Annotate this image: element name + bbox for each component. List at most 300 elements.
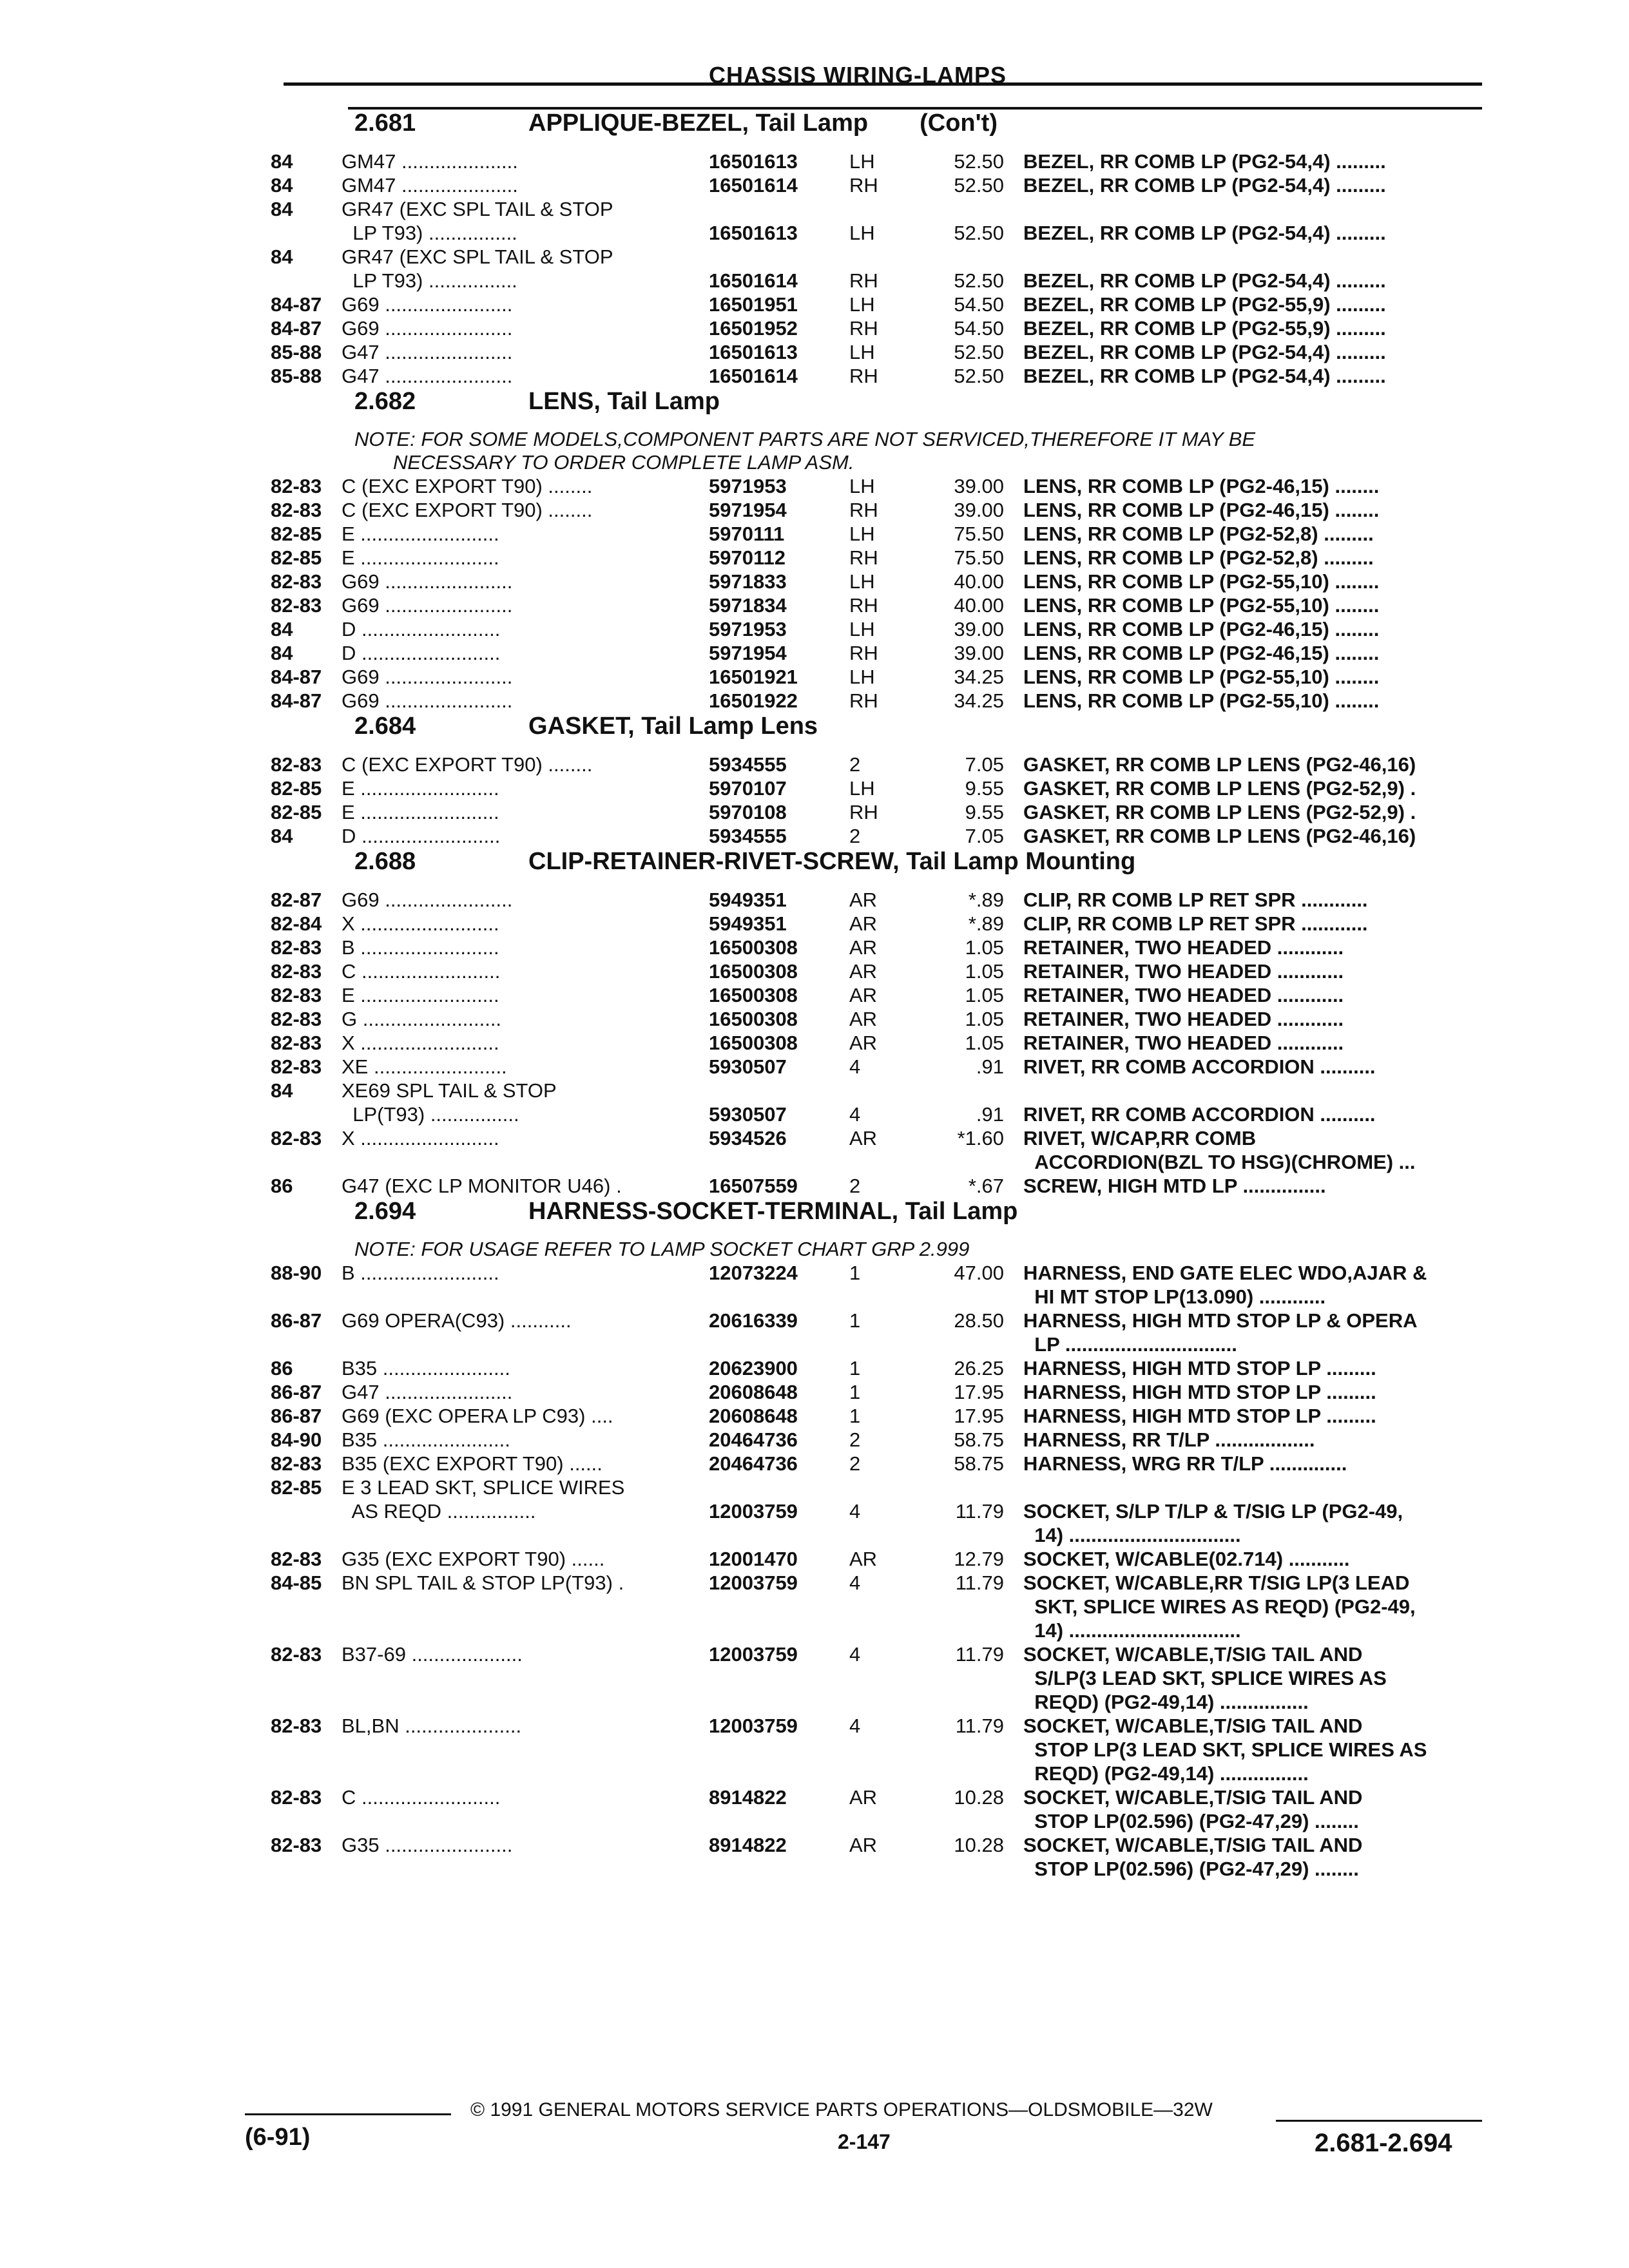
part-row xyxy=(271,1309,1495,1356)
model-application xyxy=(342,1380,709,1404)
part-row xyxy=(271,593,1495,617)
model-application xyxy=(342,959,709,983)
quantity: RH xyxy=(849,365,878,387)
section-number: 2.684 xyxy=(354,713,416,740)
section-title: GASKET, Tail Lamp Lens xyxy=(528,713,818,740)
model-application xyxy=(342,888,709,912)
model-years: 84-85 xyxy=(271,1571,322,1594)
part-description: RETAINER, TWO HEADED ............ xyxy=(1023,1032,1344,1054)
model-years: 82-83 xyxy=(271,594,322,617)
quantity: LH xyxy=(849,150,875,173)
model-line: GR47 (EXC SPL TAIL & STOP xyxy=(342,245,613,268)
quantity: LH xyxy=(849,666,875,688)
list-price: 1.05 xyxy=(965,984,1004,1006)
list-price: .91 xyxy=(976,1103,1004,1126)
part-number: 12003759 xyxy=(709,1643,798,1666)
part-row xyxy=(271,617,1495,641)
model-line: B ......................... xyxy=(342,936,499,959)
model-years: 82-83 xyxy=(271,936,322,959)
model-application xyxy=(342,776,709,800)
model-years: 82-83 xyxy=(271,984,322,1006)
part-number: 5971833 xyxy=(709,570,787,593)
quantity: AR xyxy=(849,889,878,911)
part-row xyxy=(271,936,1495,959)
part-description: BEZEL, RR COMB LP (PG2-54,4) ......... xyxy=(1023,150,1386,173)
model-line: G69 ....................... xyxy=(342,666,513,688)
model-years: 82-83 xyxy=(271,1032,322,1054)
model-application xyxy=(342,912,709,936)
part-number: 20623900 xyxy=(709,1357,798,1379)
list-price: 40.00 xyxy=(954,594,1004,617)
section-heading xyxy=(271,110,1495,149)
list-price: 9.55 xyxy=(965,801,1004,823)
part-number: 20464736 xyxy=(709,1428,798,1451)
model-line: E ......................... xyxy=(342,523,499,545)
part-row xyxy=(271,1007,1495,1031)
list-price: 28.50 xyxy=(954,1309,1004,1332)
model-line: C ......................... xyxy=(342,1786,501,1809)
model-application xyxy=(342,1079,709,1126)
part-number: 16507559 xyxy=(709,1175,798,1197)
part-number: 16500308 xyxy=(709,960,798,983)
list-price: 52.50 xyxy=(954,269,1004,292)
part-description: RETAINER, TWO HEADED ............ xyxy=(1023,936,1344,959)
part-number: 5934555 xyxy=(709,753,787,776)
part-row xyxy=(271,1547,1495,1571)
list-price: 26.25 xyxy=(954,1357,1004,1379)
part-number: 16501613 xyxy=(709,222,798,244)
model-application xyxy=(342,149,709,173)
part-row xyxy=(271,197,1495,245)
note-line: NOTE: FOR SOME MODELS,COMPONENT PARTS ARE NOT SERVICED,THEREFORE IT MAY BE xyxy=(354,428,1256,450)
model-application xyxy=(342,340,709,364)
model-application xyxy=(342,498,709,522)
section-note xyxy=(271,428,1495,474)
model-years: 86-87 xyxy=(271,1309,322,1332)
model-application xyxy=(342,1452,709,1475)
model-line: E ......................... xyxy=(342,777,499,800)
part-number: 16500308 xyxy=(709,984,798,1006)
model-line: E ......................... xyxy=(342,546,499,569)
model-years: 84-87 xyxy=(271,293,322,316)
list-price: 40.00 xyxy=(954,570,1004,593)
part-number: 5971834 xyxy=(709,594,787,617)
part-description: CLIP, RR COMB LP RET SPR ............ xyxy=(1023,912,1368,935)
part-row xyxy=(271,800,1495,824)
quantity: LH xyxy=(849,341,875,363)
quantity: AR xyxy=(849,912,878,935)
model-years: 82-83 xyxy=(271,1786,322,1809)
part-row xyxy=(271,498,1495,522)
quantity: 4 xyxy=(849,1643,861,1666)
part-description: GASKET, RR COMB LP LENS (PG2-46,16) xyxy=(1023,825,1416,847)
model-line: E ......................... xyxy=(342,984,499,1006)
part-row xyxy=(271,1404,1495,1428)
part-row xyxy=(271,776,1495,800)
part-description: RETAINER, TWO HEADED ............ xyxy=(1023,1008,1344,1030)
list-price: 11.79 xyxy=(955,1715,1004,1737)
footer-rule-left xyxy=(245,2113,451,2115)
model-years: 82-83 xyxy=(271,570,322,593)
model-line: BN SPL TAIL & STOP LP(T93) . xyxy=(342,1571,624,1594)
model-application xyxy=(342,1571,709,1642)
part-description: SCREW, HIGH MTD LP ............... xyxy=(1023,1175,1326,1197)
note-line: NECESSARY TO ORDER COMPLETE LAMP ASM. xyxy=(393,451,854,474)
part-description: HARNESS, HIGH MTD STOP LP & OPERA LP ............................... xyxy=(1023,1309,1418,1356)
footer-page-number: 2-147 xyxy=(838,2130,891,2153)
section-title: CLIP-RETAINER-RIVET-SCREW, Tail Lamp Mounting xyxy=(528,848,1136,875)
quantity: RH xyxy=(849,499,878,521)
part-row xyxy=(271,888,1495,912)
part-number: 5970107 xyxy=(709,777,787,800)
model-line: B35 ....................... xyxy=(342,1428,510,1451)
model-line: G ......................... xyxy=(342,1008,502,1030)
parts-listing xyxy=(271,110,1495,1881)
part-description: HARNESS, RR T/LP .................. xyxy=(1023,1428,1315,1451)
model-years: 82-85 xyxy=(271,1476,322,1499)
part-row xyxy=(271,1475,1495,1547)
quantity: 4 xyxy=(849,1500,861,1523)
part-description: LENS, RR COMB LP (PG2-52,8) ......... xyxy=(1023,523,1374,545)
section-note xyxy=(271,1238,1495,1261)
part-row xyxy=(271,316,1495,340)
model-line: LP T93) ................ xyxy=(342,222,517,244)
quantity: LH xyxy=(849,777,875,800)
quantity: LH xyxy=(849,570,875,593)
quantity: AR xyxy=(849,1548,878,1570)
part-row xyxy=(271,1174,1495,1198)
part-description: LENS, RR COMB LP (PG2-55,10) ........ xyxy=(1023,666,1380,688)
list-price: 52.50 xyxy=(954,174,1004,197)
part-description: GASKET, RR COMB LP LENS (PG2-52,9) . xyxy=(1023,801,1416,823)
model-line: XE69 SPL TAIL & STOP xyxy=(342,1079,557,1102)
model-application xyxy=(342,1714,709,1785)
model-years: 84 xyxy=(271,642,293,664)
quantity: AR xyxy=(849,1032,878,1054)
list-price: .91 xyxy=(976,1055,1004,1078)
model-years: 82-83 xyxy=(271,1834,322,1856)
model-line: C (EXC EXPORT T90) ........ xyxy=(342,475,593,497)
model-line: G69 ....................... xyxy=(342,889,513,911)
part-row xyxy=(271,1642,1495,1714)
model-line: B37-69 .................... xyxy=(342,1643,523,1666)
model-application xyxy=(342,197,709,245)
list-price: 1.05 xyxy=(965,936,1004,959)
part-number: 20608648 xyxy=(709,1381,798,1403)
part-number: 5930507 xyxy=(709,1103,787,1126)
model-application xyxy=(342,1007,709,1031)
model-application xyxy=(342,1055,709,1079)
part-number: 8914822 xyxy=(709,1786,787,1809)
part-number: 5971954 xyxy=(709,499,787,521)
list-price: 39.00 xyxy=(954,475,1004,497)
part-row xyxy=(271,1571,1495,1642)
part-number: 12001470 xyxy=(709,1548,798,1570)
model-line: G69 ....................... xyxy=(342,689,513,712)
part-description: BEZEL, RR COMB LP (PG2-54,4) ......... xyxy=(1023,341,1386,363)
model-line: XE ........................ xyxy=(342,1055,507,1078)
part-row xyxy=(271,959,1495,983)
list-price: 11.79 xyxy=(955,1500,1004,1523)
model-line: LP T93) ................ xyxy=(342,269,517,292)
section-heading xyxy=(271,713,1495,753)
part-row xyxy=(271,293,1495,316)
part-number: 16501614 xyxy=(709,174,798,197)
model-years: 84-87 xyxy=(271,689,322,712)
quantity: AR xyxy=(849,1008,878,1030)
list-price: 58.75 xyxy=(954,1428,1004,1451)
part-number: 5970108 xyxy=(709,801,787,823)
quantity: 2 xyxy=(849,1452,861,1475)
list-price: 11.79 xyxy=(955,1643,1004,1666)
part-number: 5970112 xyxy=(709,546,786,569)
list-price: 52.50 xyxy=(954,150,1004,173)
part-row xyxy=(271,245,1495,293)
model-application xyxy=(342,800,709,824)
quantity: AR xyxy=(849,984,878,1006)
part-description: SOCKET, W/CABLE,T/SIG TAIL AND STOP LP(02.596) (PG2-47,29) ........ xyxy=(1023,1834,1363,1880)
model-years: 84-87 xyxy=(271,317,322,340)
quantity: 2 xyxy=(849,753,861,776)
model-application xyxy=(342,293,709,316)
quantity: RH xyxy=(849,594,878,617)
model-years: 86 xyxy=(271,1357,293,1379)
model-years: 88-90 xyxy=(271,1262,322,1284)
model-line: C (EXC EXPORT T90) ........ xyxy=(342,753,593,776)
model-line: G69 (EXC OPERA LP C93) .... xyxy=(342,1405,613,1427)
list-price: *.89 xyxy=(968,912,1004,935)
list-price: 58.75 xyxy=(954,1452,1004,1475)
part-description: RIVET, RR COMB ACCORDION .......... xyxy=(1023,1103,1376,1126)
list-price: 75.50 xyxy=(954,546,1004,569)
model-line: G69 ....................... xyxy=(342,570,513,593)
model-years: 82-83 xyxy=(271,499,322,521)
part-number: 5971953 xyxy=(709,475,787,497)
model-years: 84 xyxy=(271,825,293,847)
model-application xyxy=(342,1174,709,1198)
quantity: 1 xyxy=(849,1381,861,1403)
section-continued: (Con't) xyxy=(920,110,998,137)
part-description: RETAINER, TWO HEADED ............ xyxy=(1023,984,1344,1006)
model-years: 84 xyxy=(271,150,293,173)
model-application xyxy=(342,546,709,570)
quantity: RH xyxy=(849,689,878,712)
model-years: 82-84 xyxy=(271,912,322,935)
section-heading xyxy=(271,848,1495,888)
list-price: 54.50 xyxy=(954,317,1004,340)
quantity: 4 xyxy=(849,1103,861,1126)
part-description: BEZEL, RR COMB LP (PG2-55,9) ......... xyxy=(1023,317,1386,340)
part-description: HARNESS, WRG RR T/LP .............. xyxy=(1023,1452,1347,1475)
list-price: 75.50 xyxy=(954,523,1004,545)
part-description: HARNESS, HIGH MTD STOP LP ......... xyxy=(1023,1381,1376,1403)
quantity: RH xyxy=(849,174,878,197)
part-description: RETAINER, TWO HEADED ............ xyxy=(1023,960,1344,983)
list-price: 39.00 xyxy=(954,499,1004,521)
model-line: G35 (EXC EXPORT T90) ...... xyxy=(342,1548,605,1570)
quantity: AR xyxy=(849,1127,878,1149)
model-line: GM47 ..................... xyxy=(342,150,518,173)
quantity: 2 xyxy=(849,1428,861,1451)
model-years: 82-83 xyxy=(271,1055,322,1078)
note-line: NOTE: FOR USAGE REFER TO LAMP SOCKET CHART GRP 2.999 xyxy=(354,1238,970,1260)
model-line: G47 (EXC LP MONITOR U46) . xyxy=(342,1175,622,1197)
part-row xyxy=(271,1380,1495,1404)
model-line: G69 ....................... xyxy=(342,594,513,617)
part-row xyxy=(271,522,1495,546)
model-years: 82-85 xyxy=(271,546,322,569)
section-title: HARNESS-SOCKET-TERMINAL, Tail Lamp xyxy=(528,1198,1018,1225)
part-row xyxy=(271,1261,1495,1309)
part-row xyxy=(271,689,1495,713)
model-line: G69 OPERA(C93) ........... xyxy=(342,1309,572,1332)
quantity: LH xyxy=(849,293,875,316)
part-description: RIVET, RR COMB ACCORDION .......... xyxy=(1023,1055,1376,1078)
part-row xyxy=(271,753,1495,776)
model-years: 86-87 xyxy=(271,1381,322,1403)
model-line: G69 ....................... xyxy=(342,293,513,316)
part-number: 5930507 xyxy=(709,1055,787,1078)
model-application xyxy=(342,1404,709,1428)
quantity: 1 xyxy=(849,1405,861,1427)
part-description: CLIP, RR COMB LP RET SPR ............ xyxy=(1023,889,1368,911)
part-row xyxy=(271,1714,1495,1785)
model-application xyxy=(342,1547,709,1571)
section-title: APPLIQUE-BEZEL, Tail Lamp xyxy=(528,110,869,137)
part-row xyxy=(271,173,1495,197)
part-description: LENS, RR COMB LP (PG2-55,10) ........ xyxy=(1023,689,1380,712)
part-description: SOCKET, W/CABLE,T/SIG TAIL AND STOP LP(3 LEAD SKT, SPLICE WIRES AS REQD) (PG2-49,14) ................ xyxy=(1023,1715,1427,1785)
model-years: 82-85 xyxy=(271,801,322,823)
model-application xyxy=(342,689,709,713)
model-application xyxy=(342,1356,709,1380)
model-years: 84-90 xyxy=(271,1428,322,1451)
model-years: 82-83 xyxy=(271,1643,322,1666)
part-row xyxy=(271,340,1495,364)
model-years: 84 xyxy=(271,1079,293,1102)
part-number: 16501922 xyxy=(709,689,798,712)
page-title: CHASSIS WIRING-LAMPS xyxy=(709,62,1007,88)
quantity: 2 xyxy=(849,1175,861,1197)
model-years: 82-83 xyxy=(271,1715,322,1737)
model-line: D ......................... xyxy=(342,825,501,847)
part-row xyxy=(271,1126,1495,1174)
list-price: 39.00 xyxy=(954,618,1004,640)
part-description: LENS, RR COMB LP (PG2-46,15) ........ xyxy=(1023,618,1380,640)
quantity: LH xyxy=(849,222,875,244)
model-application xyxy=(342,245,709,293)
footer-revision-date: (6-91) xyxy=(245,2124,311,2151)
list-price: 34.25 xyxy=(954,689,1004,712)
part-number: 16501613 xyxy=(709,341,798,363)
list-price: 7.05 xyxy=(965,753,1004,776)
part-row xyxy=(271,641,1495,665)
part-row xyxy=(271,149,1495,173)
part-row xyxy=(271,1428,1495,1452)
list-price: *.89 xyxy=(968,889,1004,911)
model-application xyxy=(342,522,709,546)
part-number: 16501921 xyxy=(709,666,798,688)
part-number: 20464736 xyxy=(709,1452,798,1475)
model-application xyxy=(342,983,709,1007)
list-price: 52.50 xyxy=(954,222,1004,244)
model-application xyxy=(342,824,709,848)
list-price: 1.05 xyxy=(965,1032,1004,1054)
model-line: G47 ....................... xyxy=(342,1381,513,1403)
model-years: 82-87 xyxy=(271,889,322,911)
quantity: AR xyxy=(849,1834,878,1856)
part-row xyxy=(271,665,1495,689)
model-line: B35 ....................... xyxy=(342,1357,510,1379)
part-row xyxy=(271,1833,1495,1881)
list-price: 54.50 xyxy=(954,293,1004,316)
part-row xyxy=(271,1031,1495,1055)
part-number: 5971953 xyxy=(709,618,787,640)
model-line: G35 ....................... xyxy=(342,1834,513,1856)
model-application xyxy=(342,570,709,593)
model-line: GM47 ..................... xyxy=(342,174,518,197)
list-price: 47.00 xyxy=(954,1262,1004,1284)
quantity: 1 xyxy=(849,1309,861,1332)
part-number: 16500308 xyxy=(709,1008,798,1030)
part-number: 16501952 xyxy=(709,317,798,340)
list-price: 12.79 xyxy=(954,1548,1004,1570)
part-number: 5934526 xyxy=(709,1127,787,1149)
list-price: 10.28 xyxy=(954,1834,1004,1856)
quantity: RH xyxy=(849,642,878,664)
part-number: 16501951 xyxy=(709,293,798,316)
model-line: GR47 (EXC SPL TAIL & STOP xyxy=(342,198,613,220)
model-line: G47 ....................... xyxy=(342,341,513,363)
model-line: B ......................... xyxy=(342,1262,499,1284)
part-row xyxy=(271,1079,1495,1126)
model-application xyxy=(342,1031,709,1055)
part-description: SOCKET, W/CABLE,T/SIG TAIL AND STOP LP(02.596) (PG2-47,29) ........ xyxy=(1023,1786,1363,1832)
quantity: 2 xyxy=(849,825,861,847)
quantity: 1 xyxy=(849,1357,861,1379)
list-price: *.67 xyxy=(968,1175,1004,1197)
part-row xyxy=(271,1452,1495,1475)
part-row xyxy=(271,364,1495,388)
list-price: 34.25 xyxy=(954,666,1004,688)
model-line: D ......................... xyxy=(342,618,501,640)
part-number: 12003759 xyxy=(709,1571,798,1594)
list-price: 10.28 xyxy=(954,1786,1004,1809)
section-title: LENS, Tail Lamp xyxy=(528,388,720,415)
model-line: LP(T93) ................ xyxy=(342,1103,519,1126)
list-price: 39.00 xyxy=(954,642,1004,664)
part-number: 12003759 xyxy=(709,1500,798,1523)
quantity: RH xyxy=(849,269,878,292)
model-years: 82-85 xyxy=(271,523,322,545)
model-years: 85-88 xyxy=(271,341,322,363)
model-years: 84-87 xyxy=(271,666,322,688)
list-price: 17.95 xyxy=(954,1381,1004,1403)
quantity: 4 xyxy=(849,1571,861,1594)
part-number: 12003759 xyxy=(709,1715,798,1737)
part-row xyxy=(271,546,1495,570)
part-description: RIVET, W/CAP,RR COMB ACCORDION(BZL TO HSG)(CHROME) ... xyxy=(1023,1127,1416,1173)
model-application xyxy=(342,1785,709,1833)
model-line: C (EXC EXPORT T90) ........ xyxy=(342,499,593,521)
part-description: HARNESS, HIGH MTD STOP LP ......... xyxy=(1023,1405,1376,1427)
model-application xyxy=(342,1642,709,1714)
part-description: LENS, RR COMB LP (PG2-46,15) ........ xyxy=(1023,475,1380,497)
section-number: 2.681 xyxy=(354,110,416,137)
quantity: RH xyxy=(849,546,878,569)
model-application xyxy=(342,1475,709,1547)
section-number: 2.694 xyxy=(354,1198,416,1225)
